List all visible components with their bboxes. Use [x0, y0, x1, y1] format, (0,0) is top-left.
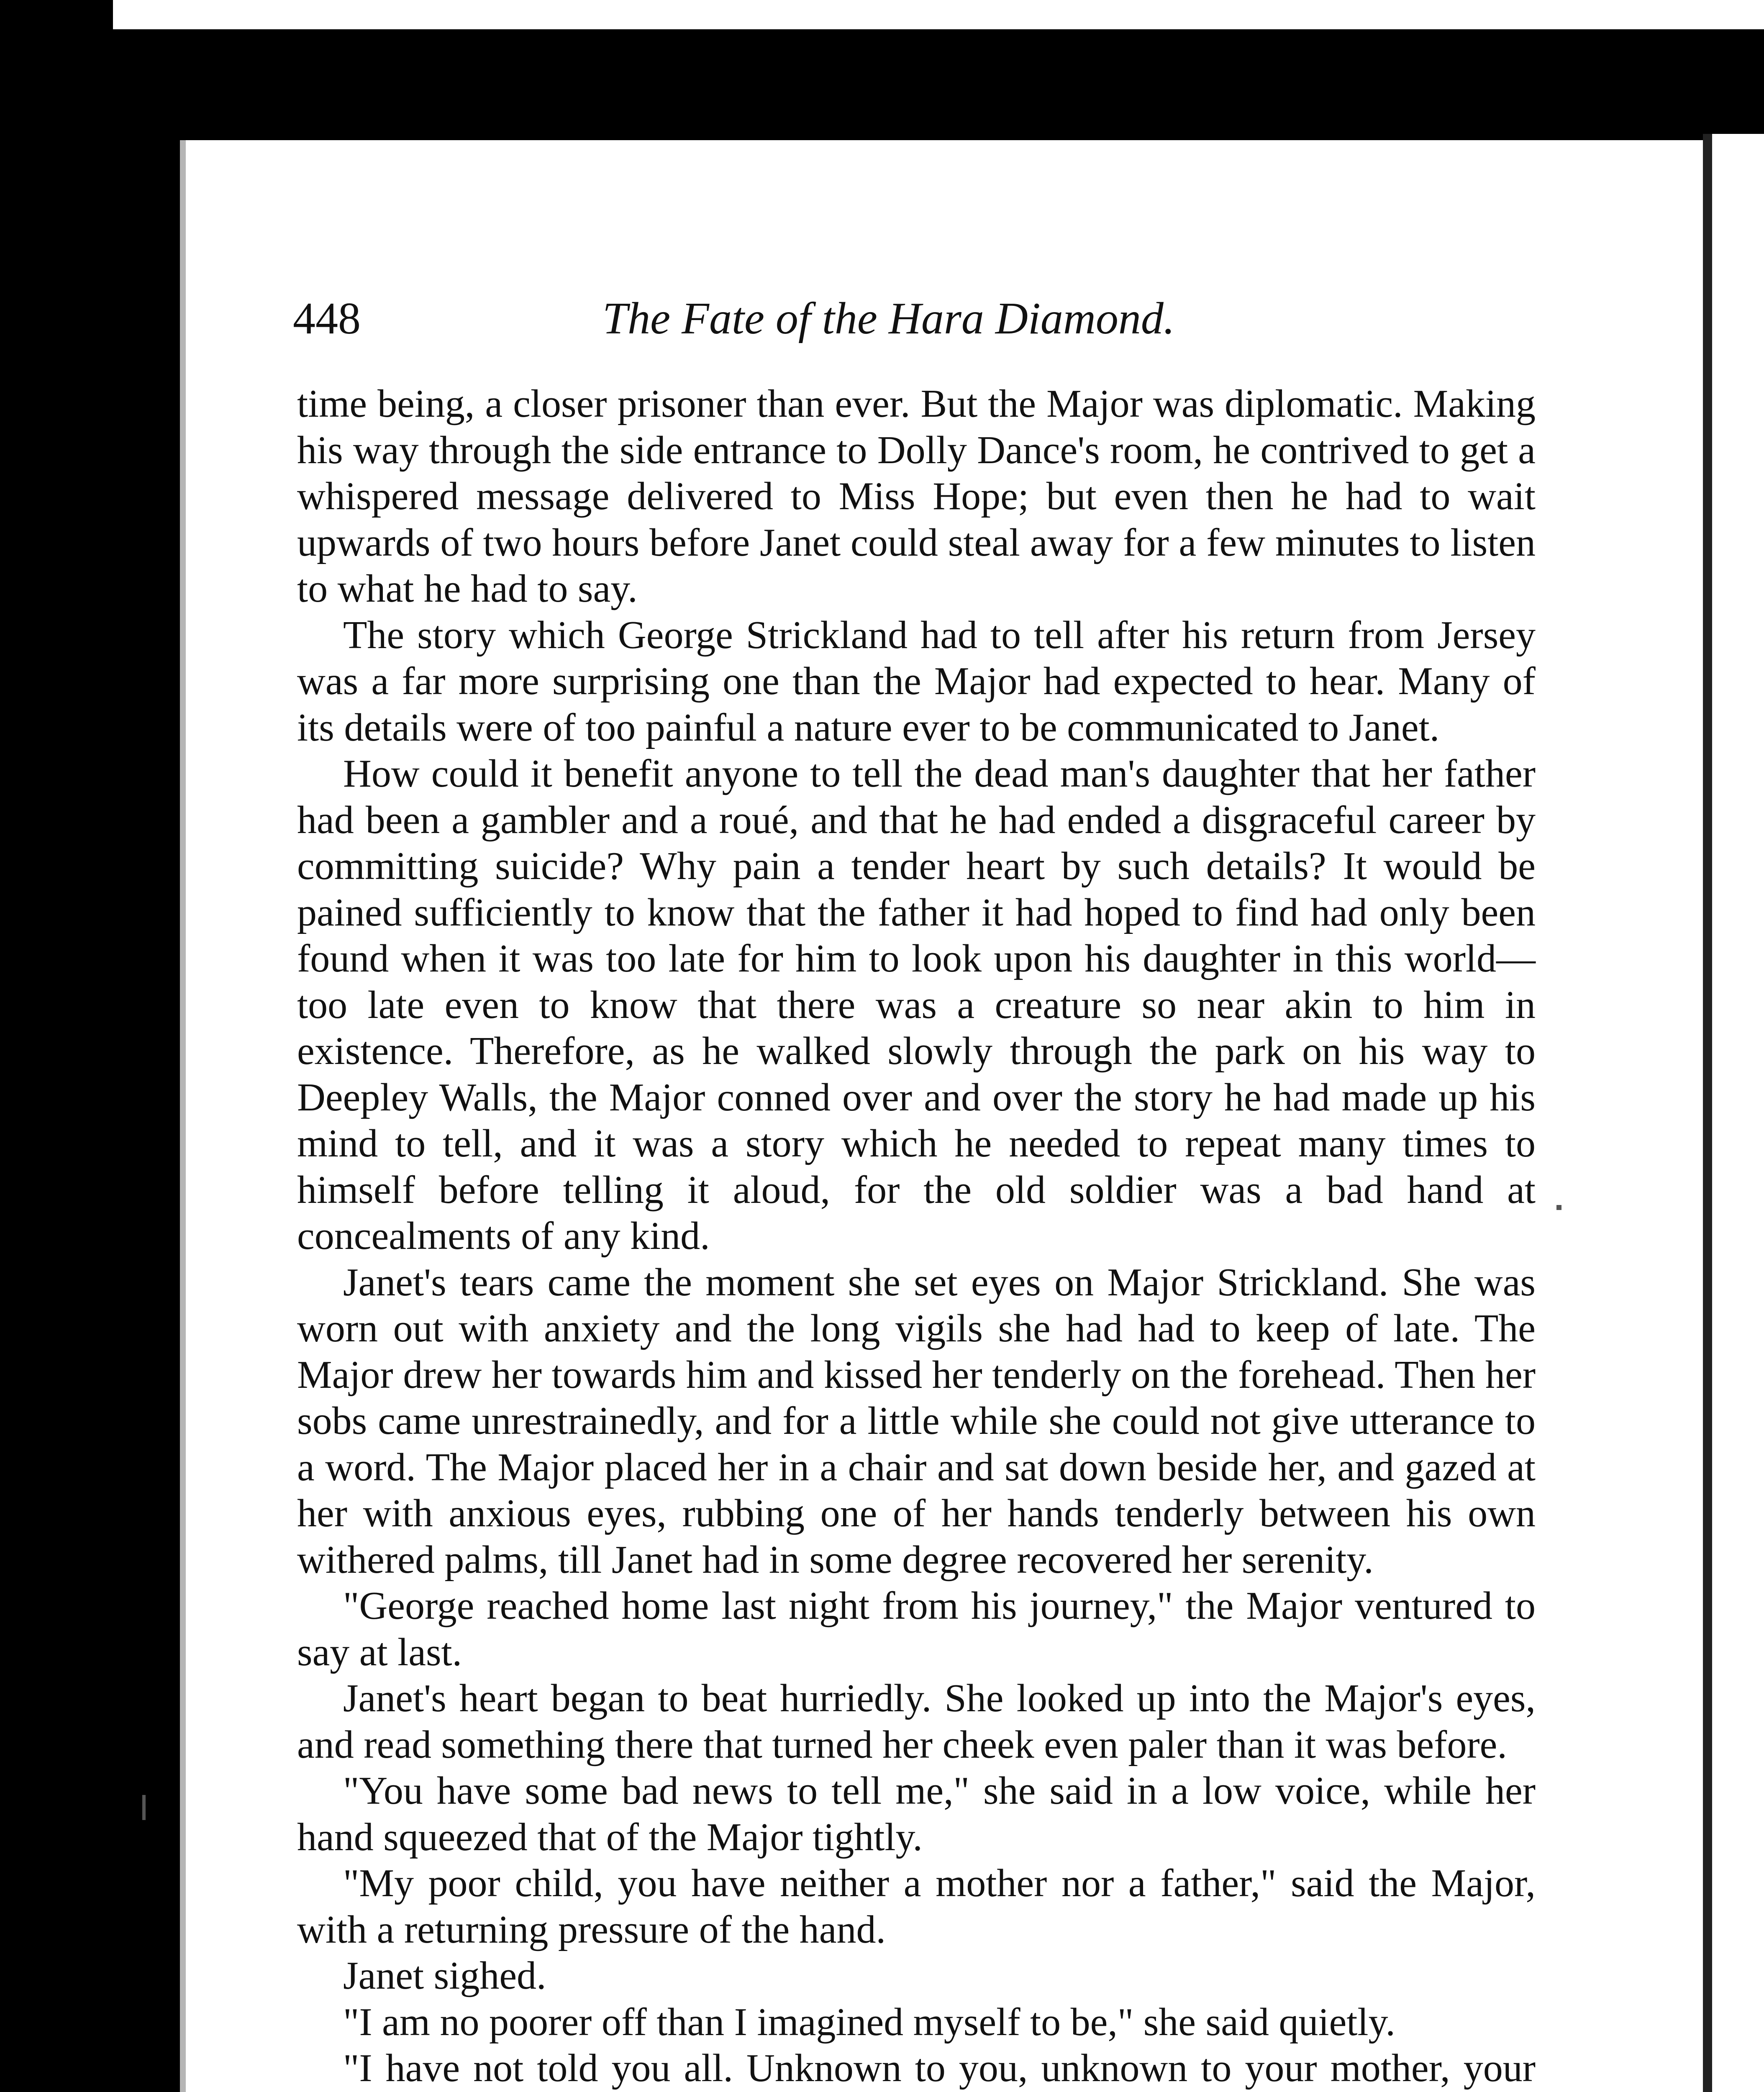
paragraph: "I am no poorer off than I imagined myself to be," she said quietly. [343, 2000, 1395, 2044]
scan-speck [1556, 1205, 1561, 1210]
paragraph: How could it benefit anyone to tell the dead man's daughter that her father had been a gambler and a roué, and that he had ended a disgraceful career by committing suicide? Why pain a tender heart by such details? It would be pained sufficiently to know that the father it had hoped to find had only been found when it was too late for him to look upon his daughter in this world—too late even to know that there was a creature so near akin to him in existence. Therefore, as he walked slowly through the park on his way to Deepley Walls, the Major conned over and over the story he had made up his mind to tell, and it was a story which he needed to repeat many times to himself before telling it aloud, for the old soldier was a bad hand at concealments of any kind. [297, 752, 1536, 1258]
paragraph: "You have some bad news to tell me," she said in a low voice, while her hand squeezed that of the Major tightly. [297, 1769, 1536, 1859]
adjacent-page-edge [1703, 134, 1764, 2092]
paragraph: Janet sighed. [343, 1954, 546, 1997]
body-text [297, 381, 1536, 2092]
paragraph: The story which George Strickland had to tell after his return from Jersey was a far more surprising one than the Major had expected to hear. Many of its details were of too painful a nature ever to be communicated to Janet. [297, 613, 1536, 749]
paragraph: time being, a closer prisoner than ever. But the Major was diplomatic. Making his way through the side entrance to Dolly Dance's room, he contrived to get a whispered message delivered to Miss Hope; but even then he had to wait upwards of two hours before Janet could steal away for a few minutes to listen to what he had to say. [297, 382, 1536, 610]
paragraph: Janet's heart began to beat hurriedly. She looked up into the Major's eyes, and read something there that turned her cheek even paler than it was before. [297, 1677, 1536, 1766]
scan-speck [142, 1795, 146, 1820]
running-title: The Fate of the Hara Diamond. [603, 294, 1175, 344]
page-header [293, 293, 1540, 360]
paragraph: "My poor child, you have neither a mother nor a father," said the Major, with a returning pressure of the hand. [297, 1861, 1536, 1951]
paragraph: "George reached home last night from his journey," the Major ventured to say at last. [297, 1584, 1536, 1674]
page-number: 448 [293, 294, 361, 344]
previous-page-edge [113, 0, 1764, 29]
paragraph: Janet's tears came the moment she set eyes on Major Strickland. She was worn out with anxiety and the long vigils she had had to keep of late. The Major drew her towards him and kissed her tenderly on the forehead. Then her sobs came unrestrainedly, and for a little while she could not give utterance to a word. The Major placed her in a chair and sat down beside her, and gazed at her with anxious eyes, rubbing one of her hands tenderly between his own withered palms, till Janet had in some degree recovered her serenity. [297, 1260, 1536, 1582]
paragraph: "I have not told you all. Unknown to you, unknown to your mother, your [343, 2046, 1536, 2090]
